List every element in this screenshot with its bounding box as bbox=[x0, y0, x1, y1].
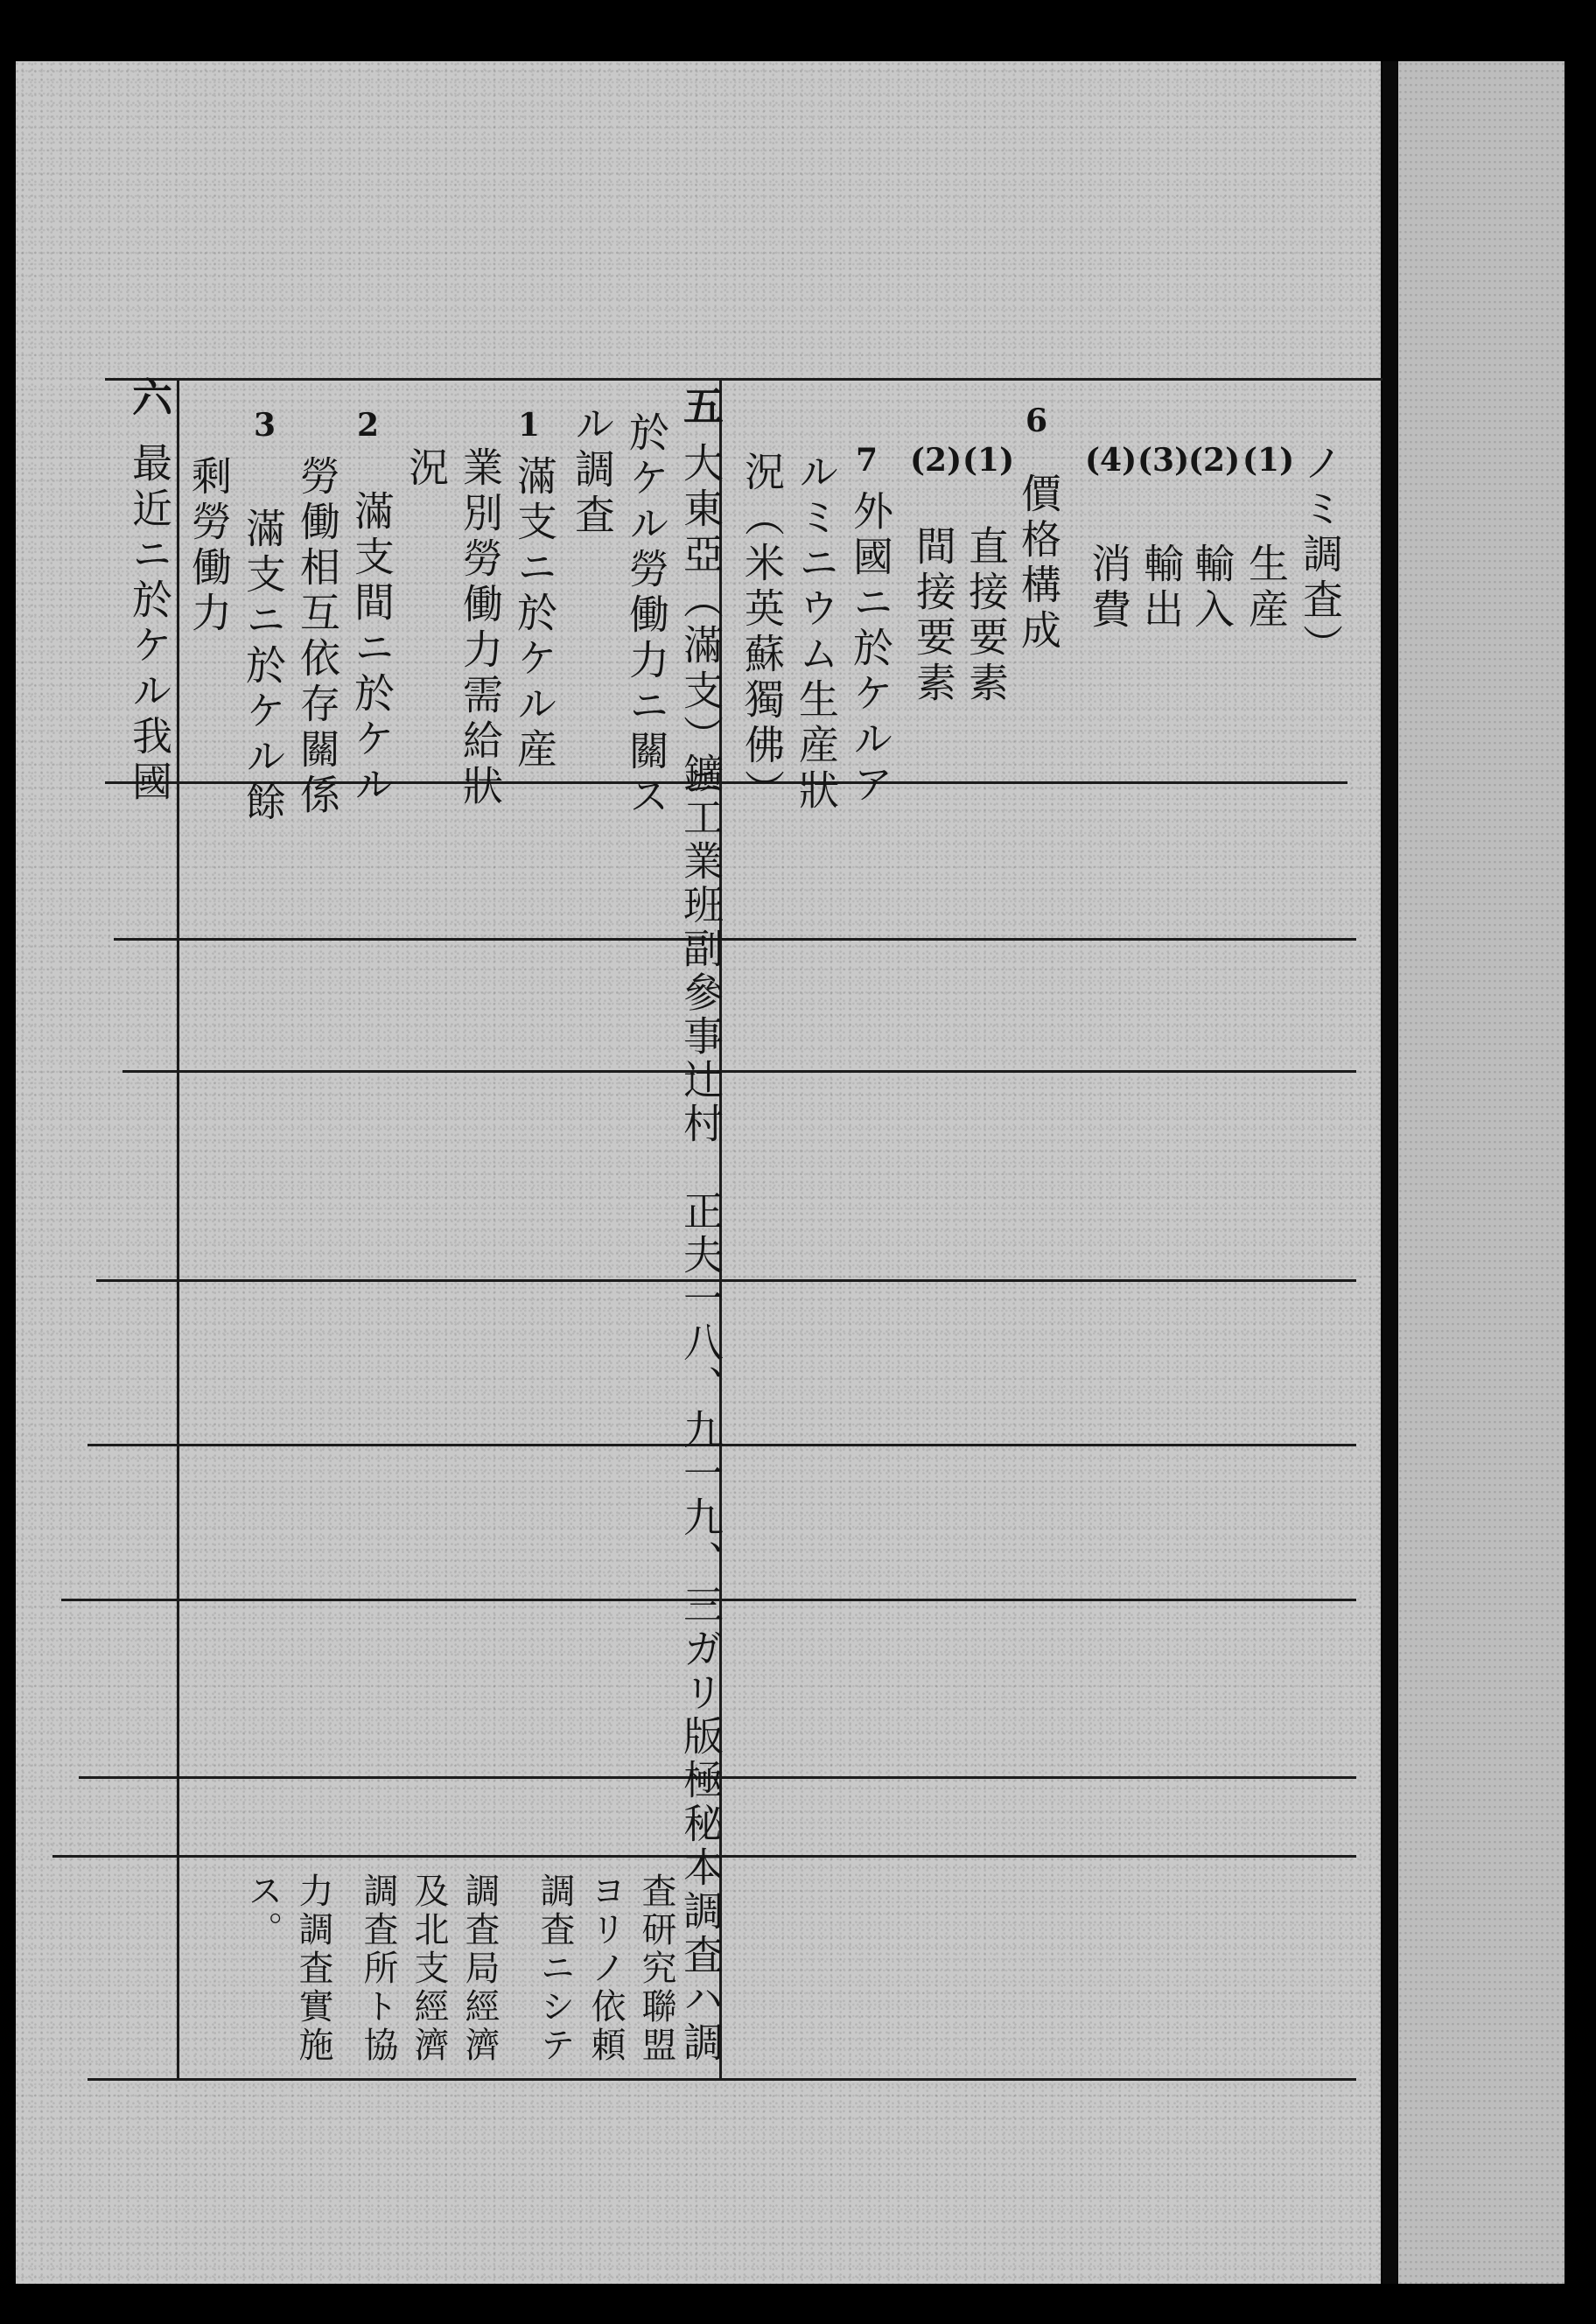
sub-item-text: 輸出 bbox=[1138, 542, 1185, 634]
item-number: 1 bbox=[518, 407, 541, 444]
sub-item-text: 輸入 bbox=[1188, 542, 1236, 634]
section-title: 最近ニ於ケル我國 bbox=[126, 442, 173, 806]
item-text-line: 業別勞働力需給狀 bbox=[457, 446, 504, 810]
sub-item-text: 直接要素 bbox=[962, 525, 1010, 707]
section-number: 五 bbox=[677, 385, 724, 430]
item-number: 2 bbox=[357, 407, 380, 444]
sub-number: (3) bbox=[1138, 442, 1190, 479]
item-text-line: 滿支間ニ於ケル bbox=[348, 490, 396, 808]
remarks-line: 調査ニシテ bbox=[535, 1872, 575, 2065]
item-text-line: 勞働相互依存關係 bbox=[294, 455, 341, 819]
remarks-line: 調査所ト協 bbox=[358, 1872, 398, 2065]
sub-number: (1) bbox=[1242, 442, 1295, 479]
remarks-line: ス。 bbox=[242, 1872, 283, 1950]
section-title-line: 大東亞（滿支）ニ bbox=[677, 442, 724, 806]
section-title-line: ル調査 bbox=[569, 402, 616, 539]
item-number: 7 bbox=[856, 442, 878, 479]
item-heading: 價格構成 bbox=[1015, 472, 1062, 654]
remarks-line: 力調査實施 bbox=[293, 1872, 333, 2065]
item-text-line: 滿支ニ於ケル餘 bbox=[240, 508, 287, 826]
item-text-line: ルミニウム生産狀 bbox=[793, 451, 840, 815]
remarks-line: 査研究聯盟 bbox=[636, 1872, 676, 2065]
item-heading: 外國ニ於ケルア bbox=[847, 490, 894, 808]
sub-number: (4) bbox=[1085, 442, 1138, 479]
sub-number: (2) bbox=[910, 442, 962, 479]
adjacent-page-strip bbox=[1398, 61, 1564, 2284]
item-number: 3 bbox=[254, 407, 276, 444]
table-rule bbox=[114, 938, 1356, 941]
column-divider bbox=[177, 378, 179, 2078]
item-text-line: 況 bbox=[402, 446, 450, 492]
remarks-line: ヨリノ依頼 bbox=[585, 1872, 626, 2065]
item-number: 6 bbox=[1026, 402, 1048, 439]
sub-item-text: 間接要素 bbox=[910, 525, 957, 707]
section-title-line: 於ケル勞働力ニ關ス bbox=[623, 411, 670, 821]
section-continuation: 鑛工業班副參事辻村 正夫一八、九一九、三ガリ版極秘本調査ハ調 bbox=[677, 752, 724, 2065]
page-edge-shadow bbox=[1382, 61, 1398, 2284]
item-text-line: 況（米英蘇獨佛） bbox=[738, 451, 786, 815]
sub-item-text: 生産 bbox=[1242, 542, 1290, 634]
item-text-line: 剩勞働力 bbox=[186, 455, 233, 637]
sub-number: (2) bbox=[1188, 442, 1241, 479]
sub-item-text: 消費 bbox=[1085, 542, 1132, 634]
table-rule-bottom bbox=[88, 2078, 1356, 2081]
table-rule-top bbox=[105, 378, 1382, 381]
sub-number: (1) bbox=[962, 442, 1015, 479]
section-number: 六 bbox=[126, 376, 173, 422]
remarks-line: 調査局經濟 bbox=[459, 1872, 500, 2065]
table-rule bbox=[122, 1070, 1356, 1073]
remarks-line: 及北支經濟 bbox=[409, 1872, 449, 2065]
header-text: ノミ調査） bbox=[1297, 442, 1344, 669]
item-text-line: 滿支ニ於ケル産 bbox=[511, 455, 558, 774]
